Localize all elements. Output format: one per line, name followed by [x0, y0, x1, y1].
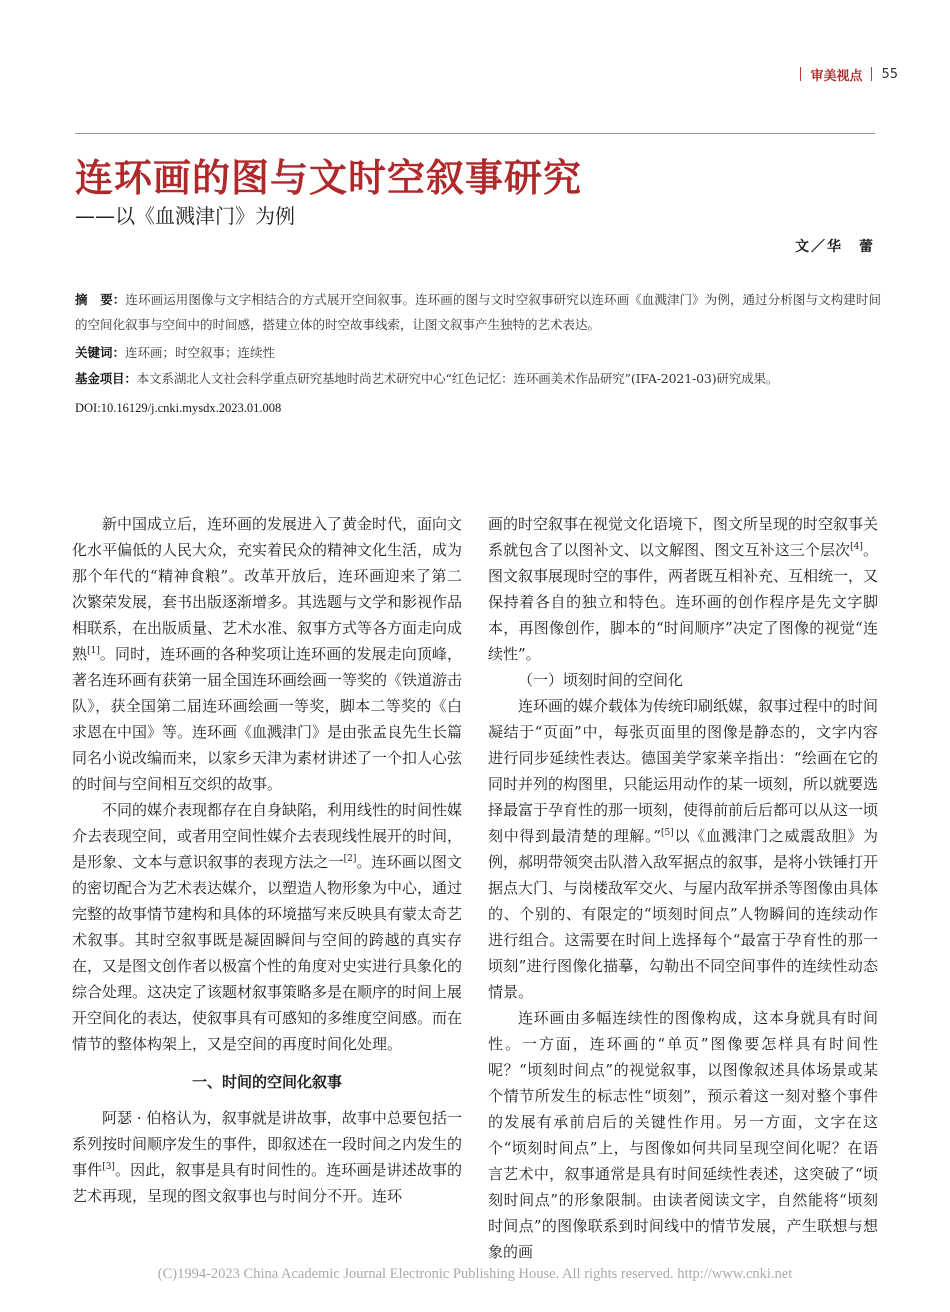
paragraph: 阿瑟 · 伯格认为，叙事就是讲故事，故事中总要包括一系列按时间顺序发生的事件，即叙述在一段时间之内发生的事件[3]。因此，叙事是具有时间性的。连环画是讲述故事的艺术再现，呈现的图文叙事也与时间分不开。连环 [72, 1109, 463, 1205]
citation[interactable]: [1] [87, 646, 100, 656]
header-rule [75, 133, 875, 134]
paragraph: 连环画的媒介载体为传统印刷纸媒，叙事过程中的时间凝结于“页面”中，每张页面里的图像是静态的，文字内容进行同步延续性表达。德国美学家莱辛指出：“绘画在它的同时并列的构图里，只能运用动作的某一顷刻，所以就要选择最富于孕育性的那一顷刻，使得前前后后都可以从这一顷刻中得到最清楚的理解。”[5]以《血溅津门之威震敌胆》为例，郝明带领突击队潜入敌军据点的叙事，是将小铁锤打开据点大门、与岗楼敌军交火、与屋内敌军拼杀等图像由具体的、个别的、有限定的“顷刻时间点”人物瞬间的连续动作进行组合。这需要在时间上选择每个“最富于孕育性的那一顷刻”进行图像化描摹，勾勒出不同空间事件的连续性动态情景。 [488, 697, 879, 1001]
citation[interactable]: [3] [102, 1162, 115, 1172]
doi: DOI:10.16129/j.cnki.mysdx.2023.01.008 [75, 401, 282, 415]
body-column-left [72, 511, 462, 1209]
header-divider [871, 67, 872, 81]
paragraph: 连环画由多幅连续性的图像构成，这本身就具有时间性。一方面，连环画的“单页”图像要怎样具有时间性呢？“顷刻时间点”的视觉叙事，以图像叙述具体场景或某个情节所发生的标志性“顷刻”，预示着这一刻对整个事件的发展有承前启后的关键性作用。另一方面，文字在这个“顷刻时间点”上，与图像如何共同呈现空间化呢？在语言艺术中，叙事通常是具有时间延续性表述，这突破了“顷刻时间点”的形象限制。由读者阅读文字，自然能将“顷刻时间点”的图像联系到时间线中的情节发展，产生联想与想象的画 [488, 1009, 878, 1261]
paragraph: 不同的媒介表现都存在自身缺陷，利用线性的时间性媒介去表现空间，或者用空间性媒介去表现线性展开的时间，是形象、文本与意识叙事的表现方法之一[2]。连环画以图文的密切配合为艺术表达媒介，以塑造人物形象为中心，通过完整的故事情节建构和具体的环境描写来反映具有蒙太奇艺术叙事。其时空叙事既是凝固瞬间与空间的跨越的真实存在，又是图文创作者以极富个性的角度对史实进行具象化的综合处理。这决定了该题材叙事策略多是在顺序的时间上展开空间化的表达，使叙事具有可感知的多维度空间感。而在情节的整体构架上，又是空间的再度时间化处理。 [72, 801, 463, 1053]
fund-info [75, 366, 881, 391]
abstract-label: 摘 要： [75, 292, 126, 307]
keywords-text: 连环画；时空叙事；连续性 [125, 345, 276, 360]
subsection-heading: （一）顷刻时间的空间化 [518, 671, 684, 689]
fund-label: 基金项目： [75, 371, 137, 386]
abstract-text: 连环画运用图像与文字相结合的方式展开空间叙事。连环画的图与文时空叙事研究以连环画《血溅津门》为例，通过分析图与文构建时间的空间化叙事与空间中的时间感，搭建立体的时空故事线索，让图文叙事产生独特的艺术表达。 [75, 292, 881, 332]
keywords-label: 关键词： [75, 345, 126, 360]
body-column-right [488, 511, 878, 1265]
copyright-footer: (C)1994-2023 China Academic Journal Electronic Publishing House. All rights reserved. http://www.cnki.net [157, 1266, 793, 1282]
abstract [75, 287, 881, 337]
paragraph: 画的时空叙事在视觉文化语境下，图文所呈现的时空叙事关系就包含了以图补文、以文解图、图文互补这三个层次[4]。图文叙事展现时空的事件，两者既互相补充、互相统一，又保持着各自的独立和特色。连环画的创作程序是先文字脚本，再图像创作，脚本的“时间顺序”决定了图像的视觉“连续性”。 [488, 515, 879, 663]
citation[interactable]: [5] [661, 828, 674, 838]
article-title: 连环画的图与文时空叙事研究 [75, 156, 583, 200]
section-heading: 一、时间的空间化叙事 [191, 1073, 342, 1091]
fund-text: 本文系湖北人文社会科学重点研究基地时尚艺术研究中心“红色记忆：连环画美术作品研究”(IFA-2021-03)研究成果。 [136, 371, 779, 386]
citation[interactable]: [2] [343, 854, 357, 864]
article-subtitle: ——以《血溅津门》为例 [75, 204, 295, 228]
keywords [75, 340, 881, 365]
citation[interactable]: [4] [850, 542, 863, 552]
page-number: 55 [881, 66, 898, 82]
section-name: 审美视点 [810, 68, 863, 84]
author-byline: 文／华 蕾 [795, 239, 875, 255]
paragraph: 新中国成立后，连环画的发展进入了黄金时代，面向文化水平偏低的人民大众，充实着民众的精神文化生活，成为那个年代的“精神食粮”。改革开放后，连环画迎来了第二次繁荣发展，套书出版逐渐增多。其选题与文学和影视作品相联系，在出版质量、艺术水准、叙事方式等各方面走向成熟[1]。同时，连环画的各种奖项让连环画的发展走向顶峰，著名连环画有获第一届全国连环画绘画一等奖的《铁道游击队》，获全国第二届连环画绘画一等奖，脚本二等奖的《白求恩在中国》等。连环画《血溅津门》是由张孟良先生长篇同名小说改编而来，以家乡天津为素材讲述了一个扣人心弦的时间与空间相互交织的故事。 [72, 515, 463, 793]
header-divider [800, 67, 801, 81]
running-header [791, 64, 898, 84]
